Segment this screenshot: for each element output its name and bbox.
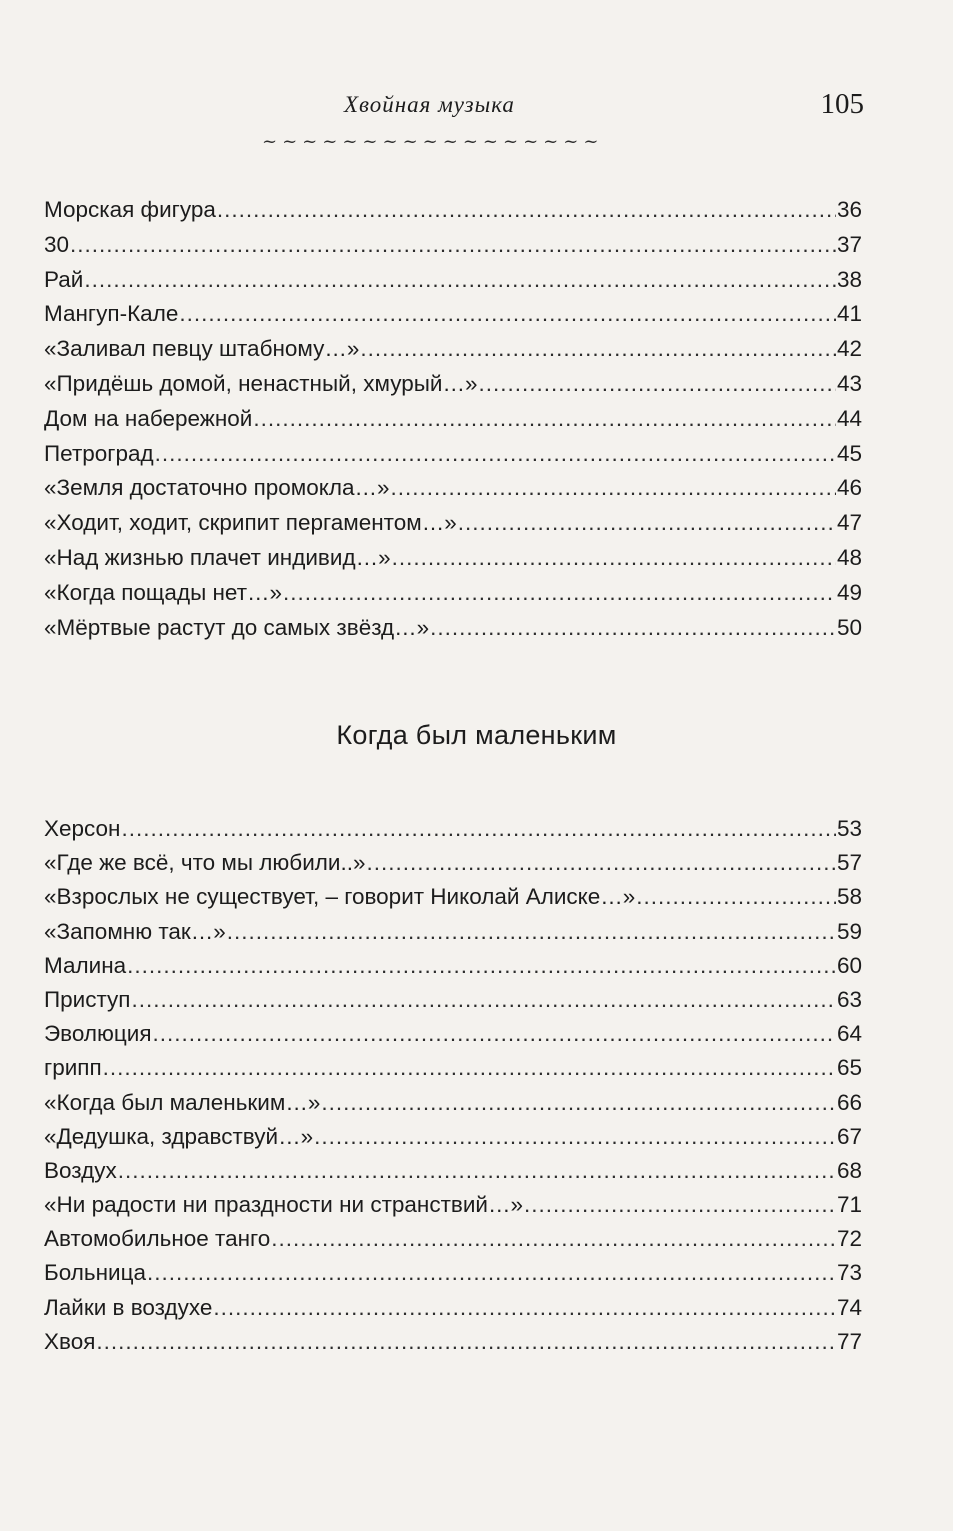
dot-leader	[321, 1086, 836, 1120]
toc-entry	[44, 846, 862, 880]
toc-entry-page: 74	[836, 1294, 862, 1320]
dot-leader	[127, 949, 836, 983]
toc-entry-title: Хвоя	[44, 1328, 96, 1354]
toc-entry	[44, 228, 862, 263]
toc-entry-page: 49	[836, 579, 862, 605]
toc-entry-page: 42	[836, 336, 862, 362]
toc-entry-title: Херсон	[44, 816, 121, 841]
dot-leader	[430, 611, 836, 646]
dot-leader	[366, 846, 835, 880]
dot-leader	[132, 983, 836, 1017]
dot-leader	[478, 367, 836, 402]
toc-entry	[44, 506, 862, 541]
toc-entry	[44, 949, 862, 983]
toc-entry	[44, 1188, 862, 1222]
toc-entry-page: 73	[836, 1260, 862, 1286]
toc-entry-title: «Ни радости ни праздности ни странствий…»	[44, 1192, 524, 1218]
toc-entry-title: «Взрослых не существует, – говорит Николай Алиске…»	[44, 884, 636, 910]
dot-leader	[103, 1051, 836, 1085]
toc-entry	[44, 1154, 862, 1188]
dot-leader	[179, 297, 836, 332]
toc-entry	[44, 332, 862, 367]
dot-leader	[360, 332, 836, 367]
ornament-divider: ~~~~~~~~~~~~~~~~~	[262, 131, 604, 152]
toc-entry-title: «Земля достаточно промокла…»	[44, 475, 390, 501]
toc-entry-title: «Над жизнью плачет индивид…»	[44, 544, 391, 570]
toc-entry-page: 72	[836, 1226, 862, 1252]
toc-entry-title: «Запомню так…»	[44, 918, 226, 944]
toc-entry	[44, 541, 862, 576]
toc-entry-page: 68	[836, 1157, 862, 1183]
toc-entry-title: «Мёртвые растут до самых звёзд…»	[44, 614, 430, 640]
dot-leader	[217, 193, 836, 228]
table-of-contents-part-2	[44, 812, 862, 1359]
dot-leader	[70, 228, 836, 263]
toc-entry	[44, 983, 862, 1017]
toc-entry-page: 63	[836, 986, 862, 1012]
toc-entry-title: Автомобильное танго	[44, 1226, 271, 1252]
toc-entry-page: 46	[836, 475, 862, 501]
dot-leader	[458, 506, 836, 541]
toc-entry	[44, 402, 862, 437]
toc-entry-page: 45	[836, 440, 862, 466]
toc-entry	[44, 1120, 862, 1154]
toc-entry-page: 37	[836, 231, 862, 257]
toc-entry-page: 66	[836, 1089, 862, 1115]
toc-entry	[44, 1051, 862, 1085]
toc-entry-title: Петроград	[44, 440, 154, 466]
toc-entry-title: Лайки в воздухе	[44, 1294, 213, 1320]
toc-entry-page: 65	[836, 1055, 862, 1081]
dot-leader	[155, 437, 836, 472]
toc-entry-title: Дом на набережной	[44, 405, 253, 431]
toc-entry	[44, 1256, 862, 1290]
toc-entry-title: «Когда был маленьким…»	[44, 1089, 321, 1115]
dot-leader	[147, 1256, 836, 1290]
toc-entry	[44, 812, 862, 846]
toc-entry-title: «Где же всё, что мы любили..»	[44, 850, 366, 876]
section-heading: Когда был маленьким	[336, 720, 617, 750]
dot-leader	[96, 1325, 836, 1359]
dot-leader	[153, 1017, 836, 1051]
toc-entry-page: 41	[836, 301, 862, 327]
toc-entry-page: 36	[836, 197, 862, 222]
toc-entry-title: грипп	[44, 1055, 102, 1081]
dot-leader	[84, 263, 836, 298]
toc-entry-page: 44	[836, 405, 862, 431]
toc-entry	[44, 1222, 862, 1256]
book-title: Хвойная музыка	[344, 92, 515, 117]
toc-entry-title: Мангуп-Кале	[44, 301, 179, 327]
toc-entry-page: 60	[836, 952, 862, 978]
toc-entry-page: 57	[836, 850, 862, 876]
dot-leader	[227, 915, 836, 949]
toc-entry-title: «Заливал певцу штабному…»	[44, 336, 360, 362]
toc-entry-page: 38	[836, 266, 862, 292]
toc-entry-title: 30	[44, 231, 70, 257]
toc-entry	[44, 1017, 862, 1051]
toc-entry	[44, 915, 862, 949]
toc-entry-title: Больница	[44, 1260, 147, 1286]
toc-entry-page: 67	[836, 1123, 862, 1149]
toc-entry-page: 71	[836, 1192, 862, 1218]
dot-leader	[253, 402, 836, 437]
toc-entry	[44, 1291, 862, 1325]
toc-entry-title: Рай	[44, 266, 84, 292]
toc-entry-title: Воздух	[44, 1157, 117, 1183]
dot-leader	[121, 812, 835, 846]
toc-entry-page: 50	[836, 614, 862, 640]
toc-entry-title: «Когда пощады нет…»	[44, 579, 283, 605]
dot-leader	[392, 541, 836, 576]
dot-leader	[213, 1291, 836, 1325]
toc-entry-title: Морская фигура	[44, 197, 216, 222]
toc-entry	[44, 297, 862, 332]
toc-entry-title: «Придёшь домой, ненастный, хмурый…»	[44, 370, 478, 396]
dot-leader	[636, 880, 836, 914]
toc-entry-page: 53	[836, 816, 862, 841]
toc-entry-title: «Дедушка, здравствуй…»	[44, 1123, 314, 1149]
dot-leader	[271, 1222, 836, 1256]
toc-entry	[44, 367, 862, 402]
toc-entry-page: 77	[836, 1328, 862, 1354]
toc-entry-page: 48	[836, 544, 862, 570]
toc-entry	[44, 471, 862, 506]
running-header	[344, 88, 864, 132]
dot-leader	[118, 1154, 836, 1188]
toc-entry	[44, 611, 862, 646]
toc-entry	[44, 437, 862, 472]
toc-entry	[44, 1325, 862, 1359]
toc-entry-title: Эволюция	[44, 1021, 152, 1047]
toc-entry	[44, 576, 862, 611]
toc-entry-title: Приступ	[44, 986, 131, 1012]
dot-leader	[283, 576, 836, 611]
toc-entry-title: Малина	[44, 952, 127, 978]
toc-entry-page: 59	[836, 918, 862, 944]
toc-entry	[44, 193, 862, 228]
toc-entry-page: 47	[836, 510, 862, 536]
dot-leader	[314, 1120, 836, 1154]
toc-entry-page: 58	[836, 884, 862, 910]
toc-entry-page: 64	[836, 1021, 862, 1047]
table-of-contents-part-1	[44, 193, 862, 645]
toc-entry	[44, 1086, 862, 1120]
dot-leader	[391, 471, 836, 506]
toc-entry-page: 43	[836, 370, 862, 396]
dot-leader	[524, 1188, 836, 1222]
toc-entry	[44, 263, 862, 298]
toc-entry	[44, 880, 862, 914]
page-number: 105	[820, 88, 864, 120]
toc-entry-title: «Ходит, ходит, скрипит пергаментом…»	[44, 510, 457, 536]
